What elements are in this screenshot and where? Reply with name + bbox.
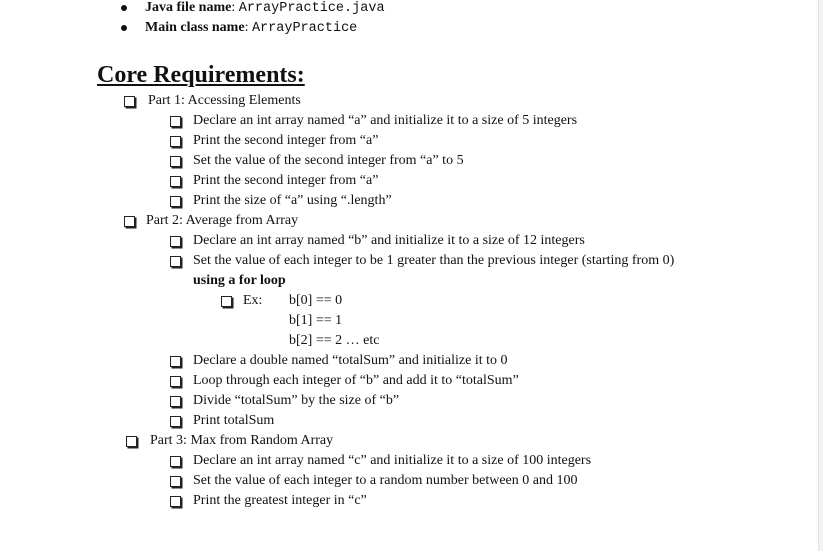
section-heading: Core Requirements: bbox=[97, 62, 305, 88]
checkbox-icon bbox=[124, 96, 135, 107]
part3-item bbox=[0, 471, 818, 491]
part2-item-text: Loop through each integer of “b” and add it to “totalSum” bbox=[193, 373, 519, 388]
example-code-line: b[0] == 0 bbox=[289, 293, 343, 308]
part3-item-text: Print the greatest integer in “c” bbox=[193, 493, 367, 508]
part2-item bbox=[0, 231, 818, 251]
part1-item bbox=[0, 111, 818, 131]
bullet-icon bbox=[121, 5, 127, 11]
checkbox-icon bbox=[170, 156, 181, 167]
part2-title-line bbox=[0, 211, 818, 231]
part1-item-text: Print the second integer from “a” bbox=[193, 173, 379, 188]
checkbox-icon bbox=[221, 296, 232, 307]
part2-item-text: Declare an int array named “b” and initialize it to a size of 12 integers bbox=[193, 233, 585, 248]
part3-item-text: Declare an int array named “c” and initialize it to a size of 100 integers bbox=[193, 453, 592, 468]
part3-item-text: Set the value of each integer to a random number between 0 and 100 bbox=[193, 473, 578, 488]
java-file-value: ArrayPractice.java bbox=[238, 1, 385, 16]
java-file-line: Java file name: ArrayPractice.java bbox=[0, 0, 818, 18]
checkbox-icon bbox=[170, 376, 181, 387]
part1-item-text: Print the size of “a” using “.length” bbox=[193, 193, 392, 208]
part1-item-text: Declare an int array named “a” and initialize it to a size of 5 integers bbox=[193, 113, 578, 128]
part3-title: Part 3: Max from Random Array bbox=[150, 433, 334, 448]
part1-item-text: Set the value of the second integer from “a” to 5 bbox=[193, 153, 464, 168]
part1-item bbox=[0, 171, 818, 191]
part3-item bbox=[0, 451, 818, 471]
part1-item bbox=[0, 191, 818, 211]
checkbox-icon bbox=[170, 176, 181, 187]
part2-item-text: Declare a double named “totalSum” and initialize it to 0 bbox=[193, 353, 508, 368]
part2-item-text: Print totalSum bbox=[193, 413, 275, 428]
example-label: Ex: bbox=[243, 293, 263, 308]
part1-title: Part 1: Accessing Elements bbox=[148, 93, 301, 108]
example-code-line: b[2] == 2 … etc bbox=[289, 333, 380, 348]
part1-item-text: Print the second integer from “a” bbox=[193, 133, 379, 148]
checkbox-icon bbox=[170, 496, 181, 507]
java-file-label: Java file name bbox=[145, 0, 232, 15]
part2-item bbox=[0, 411, 818, 431]
part1-item bbox=[0, 151, 818, 171]
checkbox-icon bbox=[170, 236, 181, 247]
part2-item-text: Set the value of each integer to be 1 greater than the previous integer (starting from 0) bbox=[193, 253, 675, 268]
checkbox-icon bbox=[170, 476, 181, 487]
main-class-label: Main class name bbox=[145, 20, 245, 35]
part2-item bbox=[0, 371, 818, 391]
checkbox-icon bbox=[170, 416, 181, 427]
checkbox-icon bbox=[170, 356, 181, 367]
checkbox-icon bbox=[124, 216, 135, 227]
part2-item bbox=[0, 251, 818, 271]
part3-title-line bbox=[0, 431, 818, 451]
part2-item-text: Divide “totalSum” by the size of “b” bbox=[193, 393, 400, 408]
main-class-line: Main class name: ArrayPractice bbox=[0, 18, 818, 38]
part3-item bbox=[0, 491, 818, 511]
bullet-icon bbox=[121, 25, 127, 31]
checkbox-icon bbox=[170, 456, 181, 467]
checkbox-icon bbox=[126, 436, 137, 447]
checkbox-icon bbox=[170, 396, 181, 407]
part2-title: Part 2: Average from Array bbox=[146, 213, 299, 228]
part2-item bbox=[0, 391, 818, 411]
checkbox-icon bbox=[170, 256, 181, 267]
example-code-line: b[1] == 1 bbox=[289, 313, 343, 328]
checkbox-icon bbox=[170, 116, 181, 127]
part1-title-line bbox=[0, 91, 818, 111]
checkbox-icon bbox=[170, 136, 181, 147]
example-line bbox=[0, 291, 818, 311]
checkbox-icon bbox=[170, 196, 181, 207]
part2-item bbox=[0, 351, 818, 371]
main-class-value: ArrayPractice bbox=[251, 21, 358, 36]
loop-note-line bbox=[0, 271, 818, 291]
loop-note: using a for loop bbox=[193, 273, 286, 288]
part1-item bbox=[0, 131, 818, 151]
